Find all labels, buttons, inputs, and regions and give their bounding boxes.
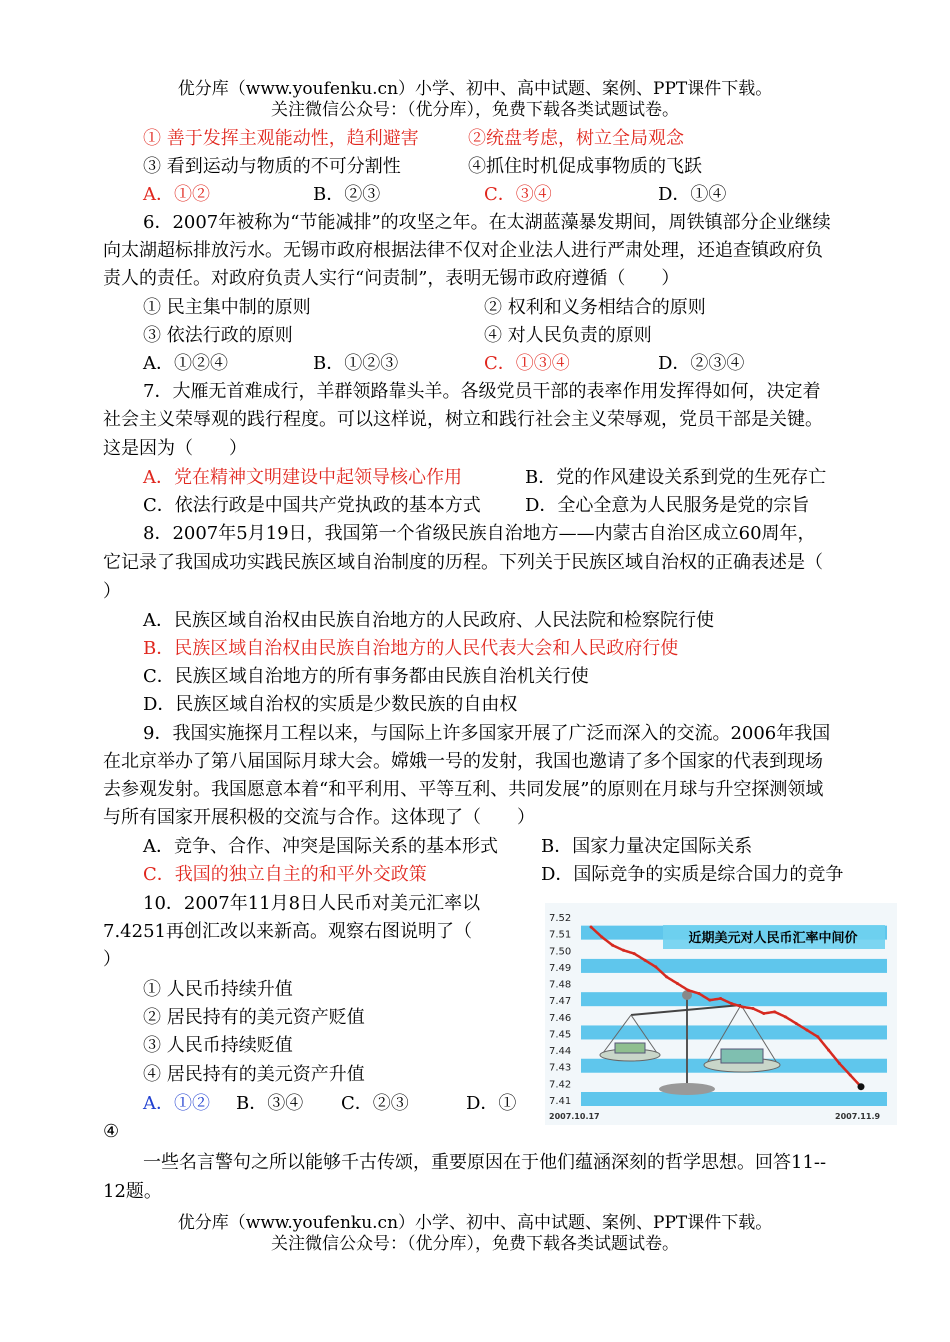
- q6-option-3: ③ 依法行政的原则: [143, 325, 293, 346]
- y-tick-label: 7.46: [549, 1012, 572, 1024]
- q5-choice-c: C．③④: [484, 184, 552, 205]
- y-tick-label: 7.45: [549, 1029, 572, 1041]
- rate-data-point: [665, 975, 668, 978]
- q8-stem-2: 它记录了我国成功实践民族区域自治制度的历程。下列关于民族区域自治权的正确表述是（: [103, 552, 823, 573]
- q9-choice-a: A．竞争、合作、冲突是国际关系的基本形式: [143, 836, 498, 857]
- q5-choice-d: D．①④: [658, 184, 727, 205]
- q10-option-3: ③ 人民币持续贬值: [143, 1035, 293, 1056]
- rate-data-point: [784, 1015, 787, 1018]
- rate-data-point: [644, 959, 647, 962]
- y-tick-label: 7.41: [549, 1096, 572, 1107]
- rate-data-point: [654, 965, 657, 968]
- footer-line-2: 关注微信公众号：（优分库），免费下载各类试题试卷。: [271, 1234, 679, 1254]
- q7-stem-1: 7．大雁无首难成行，羊群领路靠头羊。各级党员干部的表率作用发挥得如何，决定着: [143, 381, 821, 402]
- q7-choice-c: C．依法行政是中国共产党执政的基本方式: [143, 495, 481, 516]
- q10-choice-b: B．③④: [236, 1093, 304, 1114]
- y-tick-label: 7.43: [549, 1062, 572, 1074]
- q10-option-1: ① 人民币持续升值: [143, 979, 293, 1000]
- q9-choice-d: D．国际竞争的实质是综合国力的竞争: [541, 864, 844, 885]
- banknote-stack-left: [615, 1043, 645, 1053]
- q6-stem-2: 向太湖超标排放污水。无锡市政府根据法律不仅对企业法人进行严肃处理，还追查镇政府负: [103, 240, 823, 261]
- rate-data-point: [816, 1035, 819, 1038]
- q8-choice-d: D．民族区域自治权的实质是少数民族的自由权: [143, 694, 518, 715]
- chart-grid-band: [581, 1025, 887, 1039]
- q10-stem-3: ）: [103, 949, 121, 970]
- q9-stem-4: 与所有国家开展积极的交流与合作。这体现了（ ）: [103, 807, 535, 828]
- chart-title: 近期美元对人民币汇率中间价: [688, 931, 858, 946]
- rate-data-point: [858, 1083, 865, 1090]
- q8-stem-3: ）: [103, 581, 121, 602]
- rate-data-point: [687, 989, 690, 992]
- q8-choice-c: C．民族区域自治地方的所有事务都由民族自治机关行使: [143, 666, 589, 687]
- q7-stem-2: 社会主义荣辱观的践行程度。可以这样说，树立和践行社会主义荣辱观，党员干部是关键。: [103, 409, 823, 430]
- q6-choice-b: B．①②③: [313, 353, 399, 374]
- q10-option-2: ② 居民持有的美元资产贬值: [143, 1007, 365, 1028]
- q10-choice-c: C．②③: [341, 1093, 409, 1114]
- q9-choice-c: C．我国的独立自主的和平外交政策: [143, 864, 427, 885]
- q7-choice-b: B．党的作风建设关系到党的生死存亡: [525, 467, 827, 488]
- q5-choice-a: A．①②: [143, 184, 210, 205]
- rate-data-point: [600, 935, 603, 938]
- q6-option-2: ② 权利和义务相结合的原则: [484, 297, 706, 318]
- rate-data-point: [838, 1062, 841, 1065]
- q10-choice-a: A．①②: [143, 1093, 210, 1114]
- q9-stem-1: 9．我国实施探月工程以来，与国际上许多国家开展了广泛而深入的交流。2006年我国: [143, 723, 831, 744]
- scale-base: [659, 1083, 715, 1095]
- q5-option-3: ③ 看到运动与物质的不可分割性: [143, 156, 401, 177]
- y-tick-label: 7.49: [549, 962, 572, 974]
- q7-choice-d: D．全心全意为人民服务是党的宗旨: [525, 495, 810, 516]
- y-tick-label: 7.44: [549, 1046, 572, 1058]
- q10-stem-2: 7.4251再创汇改以来新高。观察右图说明了（: [103, 921, 472, 942]
- rate-data-point: [795, 1022, 798, 1025]
- q7-stem-3: 这是因为（ ）: [103, 438, 247, 459]
- q6-option-4: ④ 对人民负责的原则: [484, 325, 652, 346]
- footer-line-1: 优分库（www.youfenku.cn）小学、初中、高中试题、案例、PPT课件下载。: [177, 1213, 773, 1233]
- rate-data-point: [762, 1012, 765, 1015]
- y-tick-label: 7.48: [549, 979, 572, 991]
- rate-data-point: [827, 1049, 830, 1052]
- q9-stem-2: 在北京举办了第八届国际月球大会。嫦娥一号的发射，我国也邀请了多个国家的代表到现场: [103, 751, 823, 772]
- q10-option-4: ④ 居民持有的美元资产升值: [143, 1064, 365, 1085]
- q6-stem-1: 6．2007年被称为“节能减排”的攻坚之年。在太湖蓝藻暴发期间，周铁镇部分企业继续: [143, 212, 831, 233]
- y-tick-label: 7.42: [549, 1079, 572, 1091]
- q5-option-2: ②统盘考虑，树立全局观念: [468, 128, 684, 149]
- exchange-rate-chart: [545, 903, 897, 1125]
- rate-data-point: [730, 1002, 733, 1005]
- rate-data-point: [773, 1010, 776, 1013]
- rate-data-point: [590, 925, 593, 928]
- rate-data-point: [676, 982, 679, 985]
- rate-data-point: [698, 992, 701, 995]
- banknote-stack-right: [721, 1049, 763, 1063]
- rate-data-point: [719, 997, 722, 1000]
- q8-choice-a: A．民族区域自治权由民族自治地方的人民政府、人民法院和检察院行使: [143, 610, 714, 631]
- q6-choice-a: A．①②④: [143, 353, 228, 374]
- rate-data-point: [806, 1029, 809, 1032]
- chart-grid-band: [581, 1092, 887, 1106]
- q6-option-1: ① 民主集中制的原则: [143, 297, 311, 318]
- q9-stem-3: 去参观发射。我国愿意本着“和平利用、平等互利、共同发展”的原则在月球与升空探测领域: [103, 779, 824, 800]
- y-tick-label: 7.51: [549, 929, 572, 941]
- q10-stem-1: 10．2007年11月8日人民币对美元汇率以: [143, 893, 481, 914]
- q5-choice-b: B．②③: [313, 184, 381, 205]
- rate-data-point: [849, 1074, 852, 1077]
- q10-choice-d: D．①: [466, 1093, 517, 1114]
- chart-grid-band: [581, 959, 887, 973]
- rate-data-point: [708, 999, 711, 1002]
- y-tick-label: 7.52: [549, 913, 572, 924]
- q10-choice-d-wrap: ④: [103, 1121, 120, 1142]
- rate-data-point: [741, 1005, 744, 1008]
- intro-line-2: 12题。: [103, 1181, 162, 1202]
- rate-data-point: [611, 944, 614, 947]
- q8-stem-1: 8．2007年5月19日，我国第一个省级民族自治地方——内蒙古自治区成立60周年，: [143, 523, 816, 544]
- y-tick-label: 7.47: [549, 996, 572, 1008]
- header-line-1: 优分库（www.youfenku.cn）小学、初中、高中试题、案例、PPT课件下载。: [177, 79, 773, 99]
- y-tick-label: 7.50: [549, 946, 572, 958]
- rate-data-point: [622, 949, 625, 952]
- rate-data-point: [633, 952, 636, 955]
- q7-choice-a: A．党在精神文明建设中起领导核心作用: [143, 467, 462, 488]
- q6-choice-c: C．①③④: [484, 353, 570, 374]
- q8-choice-b: B．民族区域自治权由民族自治地方的人民代表大会和人民政府行使: [143, 638, 679, 659]
- q9-choice-b: B．国家力量决定国际关系: [541, 836, 753, 857]
- q6-stem-3: 责人的责任。对政府负责人实行“问责制”，表明无锡市政府遵循（ ）: [103, 268, 680, 289]
- x-label-end: 2007.11.9: [835, 1112, 881, 1121]
- header-line-2: 关注微信公众号：（优分库），免费下载各类试题试卷。: [271, 100, 679, 120]
- rate-data-point: [752, 1007, 755, 1010]
- q5-option-4: ④抓住时机促成事物质的飞跃: [468, 156, 702, 177]
- intro-line-1: 一些名言警句之所以能够千古传颂，重要原因在于他们蕴涵深刻的哲学思想。回答11--: [143, 1152, 827, 1173]
- q5-option-1: ① 善于发挥主观能动性，趋利避害: [143, 128, 419, 149]
- q6-choice-d: D．②③④: [658, 353, 745, 374]
- x-label-start: 2007.10.17: [549, 1112, 600, 1121]
